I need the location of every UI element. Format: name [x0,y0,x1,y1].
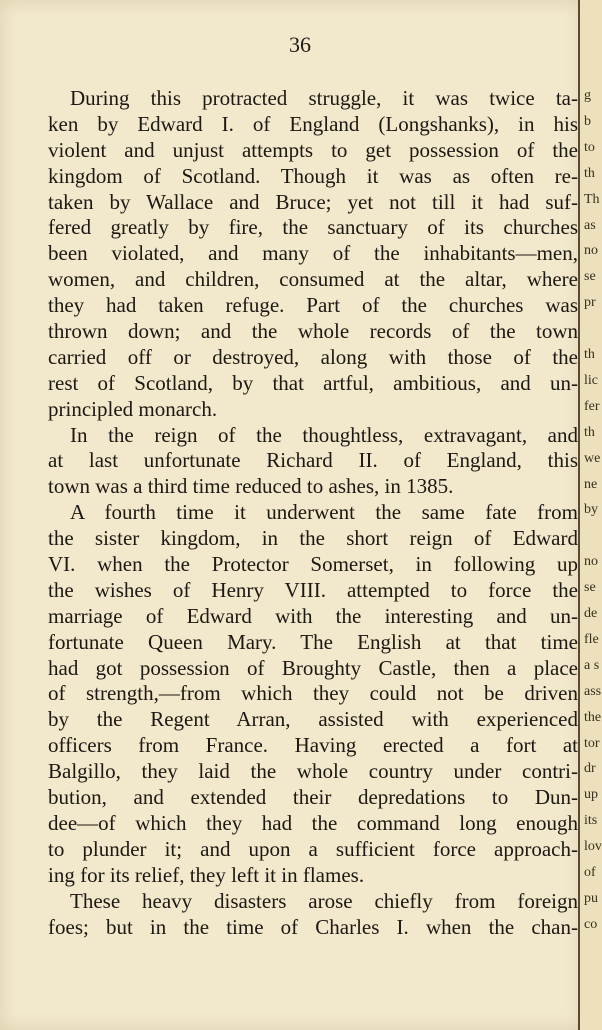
text-line: During this protracted struggle, it was twice ta- [70,86,578,110]
facing-page-fragment: as [584,217,596,233]
text-line: kingdom of Scotland. Though it was as often re- [48,163,578,188]
facing-page-fragment: b [584,113,591,129]
body-text [48,86,578,940]
facing-page-fragment: dr [584,761,596,777]
text-line: Balgillo, they laid the whole country under contri- [48,759,578,784]
text-line: the wishes of Henry VIII. attempted to force the [48,577,578,602]
facing-page-fragment: we [584,450,601,466]
text-line: to plunder it; and upon a sufficient force approach- [48,836,578,861]
facing-page-fragment: to [584,139,595,155]
text-line: VI. when the Protector Somerset, in following up [48,552,578,577]
text-line: taken by Wallace and Bruce; yet not till it had suf- [48,189,578,214]
text-line: bution, and extended their depredations to Dun- [48,785,578,810]
text-line: foes; but in the time of Charles I. when the chan- [48,914,578,939]
text-line: been violated, and many of the inhabitants—men, [48,241,578,266]
facing-page-fragment: up [584,787,598,803]
text-line: These heavy disasters arose chiefly from foreign [70,888,578,913]
page-number: 36 [289,32,311,57]
facing-page-fragment: pu [584,890,598,906]
text-line: violent and unjust attempts to get possession of the [48,137,578,162]
text-line: In the reign of the thoughtless, extravagant, and [70,422,578,447]
facing-page-edge [578,0,602,1030]
facing-page-fragment: by [584,502,598,518]
facing-page-fragment: Th [584,191,600,207]
text-line: fortunate Queen Mary. The English at that time [48,629,578,654]
facing-page-fragment: pr [584,295,596,311]
text-line: at last unfortunate Richard II. of England, this [48,448,578,473]
text-line: rest of Scotland, by that artful, ambitious, and un- [48,370,578,395]
facing-page-fragment: ne [584,476,598,492]
text-line: dee—of which they had the command long enough [48,810,578,835]
facing-page-fragment: de [584,606,598,621]
facing-page-fragment: se [584,269,596,285]
facing-page-fragment: the [584,709,602,725]
text-line: town was a third time reduced to ashes, in 1385. [48,474,454,499]
text-line: women, and children, consumed at the altar, where [48,267,578,292]
text-line: thrown down; and the whole records of the town [48,319,578,344]
facing-page-fragment: fle [584,631,599,647]
facing-page-fragment: its [584,813,598,829]
text-line: the sister kingdom, in the short reign of Edward [48,526,578,551]
facing-page-fragment: co [584,916,598,932]
facing-page-fragment: tor [584,735,600,751]
facing-page-fragment: lov [584,839,602,855]
facing-page-fragment: th [584,347,595,362]
text-line: carried off or destroyed, along with those of the [48,344,578,369]
facing-page-fragment: th [584,165,595,181]
text-line: principled monarch. [48,396,218,421]
text-line: ken by Edward I. of England (Longshanks), in his [48,111,578,136]
facing-page-fragment: lic [584,372,598,388]
text-line: officers from France. Having erected a fort at [48,733,578,758]
text-line: ing for its relief, they left it in flames. [48,862,365,887]
facing-page-fragment: a s [584,657,600,673]
text-line: fered greatly by fire, the sanctuary of its churches [48,215,578,240]
facing-page-fragment: se [584,580,596,596]
facing-page-fragment: fer [584,398,600,414]
text-line: of strength,—from which they could not be driven [48,681,578,706]
text-line: marriage of Edward with the interesting and un- [48,603,578,628]
facing-page-fragment: th [584,424,595,440]
facing-page-fragment: no [584,554,598,570]
facing-page-fragment: no [584,243,598,259]
facing-page-fragment: ass [584,683,602,699]
facing-page-fragment: of [584,865,596,880]
text-line: had got possession of Broughty Castle, then a place [48,655,578,680]
facing-page-fragment: g [584,88,591,103]
text-line: by the Regent Arran, assisted with experienced [48,707,578,732]
text-line: they had taken refuge. Part of the churches was [48,293,578,318]
text-line: A fourth time it underwent the same fate from [70,500,578,525]
